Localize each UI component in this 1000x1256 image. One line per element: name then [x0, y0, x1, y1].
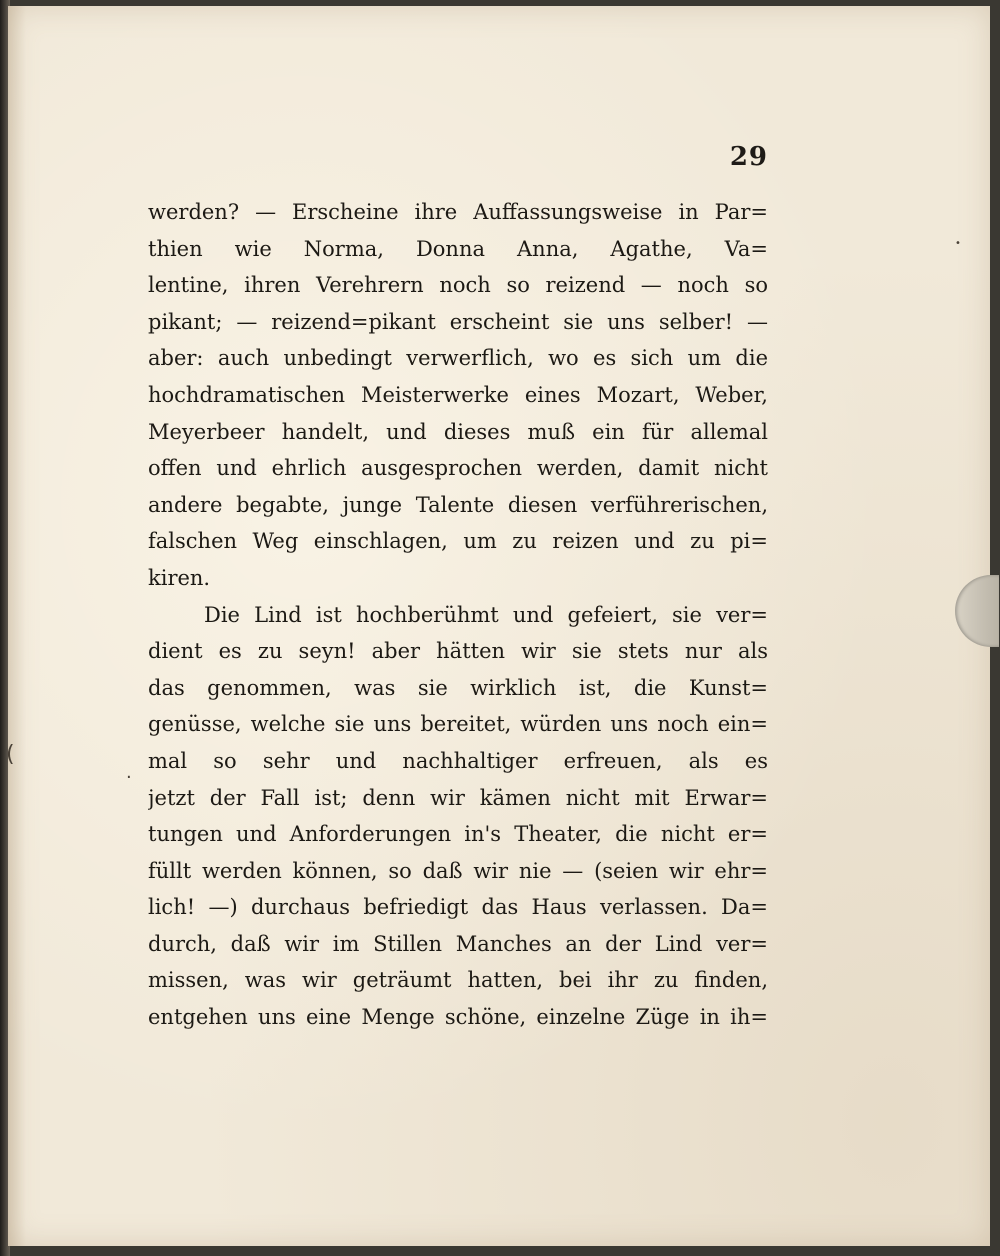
text-line: pikant; — reizend=pikant erscheint sie uns selber! — [148, 309, 768, 334]
text-line: füllt werden können, so daß wir nie — (seien wir ehr= [148, 858, 768, 883]
text-line: Meyerbeer handelt, und dieses muß ein für allemal [148, 419, 768, 444]
text-line: aber: auch unbedingt verwerflich, wo es sich um die [148, 346, 768, 371]
margin-dot-right: • [955, 238, 961, 249]
margin-dot: . [126, 762, 132, 783]
text-line: werden? — Erscheine ihre Auffassungsweise in Par= [148, 200, 768, 224]
text-line: lentine, ihren Verehrern noch so reizend — noch so [148, 273, 768, 298]
text-line: falschen Weg einschlagen, um zu reizen und zu pi= [148, 529, 768, 554]
text-line: dient es zu seyn! aber hätten wir sie stets nur als [148, 639, 768, 664]
text-line: andere begabte, junge Talente diesen verführerischen, [148, 492, 768, 517]
text-line: das genommen, was sie wirklich ist, die Kunst= [148, 675, 768, 700]
body-text [148, 194, 768, 1036]
paragraph-start-line: Die Lind ist hochberühmt und gefeiert, sie ver= [204, 602, 768, 627]
text-line: missen, was wir geträumt hatten, bei ihr zu finden, [148, 968, 768, 993]
text-line: offen und ehrlich ausgesprochen werden, damit nicht [148, 456, 768, 481]
text-line: thien wie Norma, Donna Anna, Agathe, Va= [148, 236, 768, 261]
page-number: 29 [729, 142, 768, 172]
text-line: entgehen uns eine Menge schöne, einzelne Züge in ih= [148, 1005, 768, 1030]
text-line: genüsse, welche sie uns bereitet, würden uns noch ein= [148, 712, 768, 737]
text-line: tungen und Anforderungen in's Theater, die nicht er= [148, 822, 768, 847]
text-line: jetzt der Fall ist; denn wir kämen nicht mit Erwar= [148, 785, 768, 810]
text-line: lich! —) durchaus befriedigt das Haus verlassen. Da= [148, 895, 768, 920]
text-line: kiren. [148, 565, 211, 590]
margin-mark-left: ( [6, 742, 15, 767]
text-line: mal so sehr und nachhaltiger erfreuen, als es [148, 748, 768, 773]
text-line: hochdramatischen Meisterwerke eines Mozart, Weber, [148, 382, 768, 407]
text-line: durch, daß wir im Stillen Manches an der Lind ver= [148, 931, 768, 956]
